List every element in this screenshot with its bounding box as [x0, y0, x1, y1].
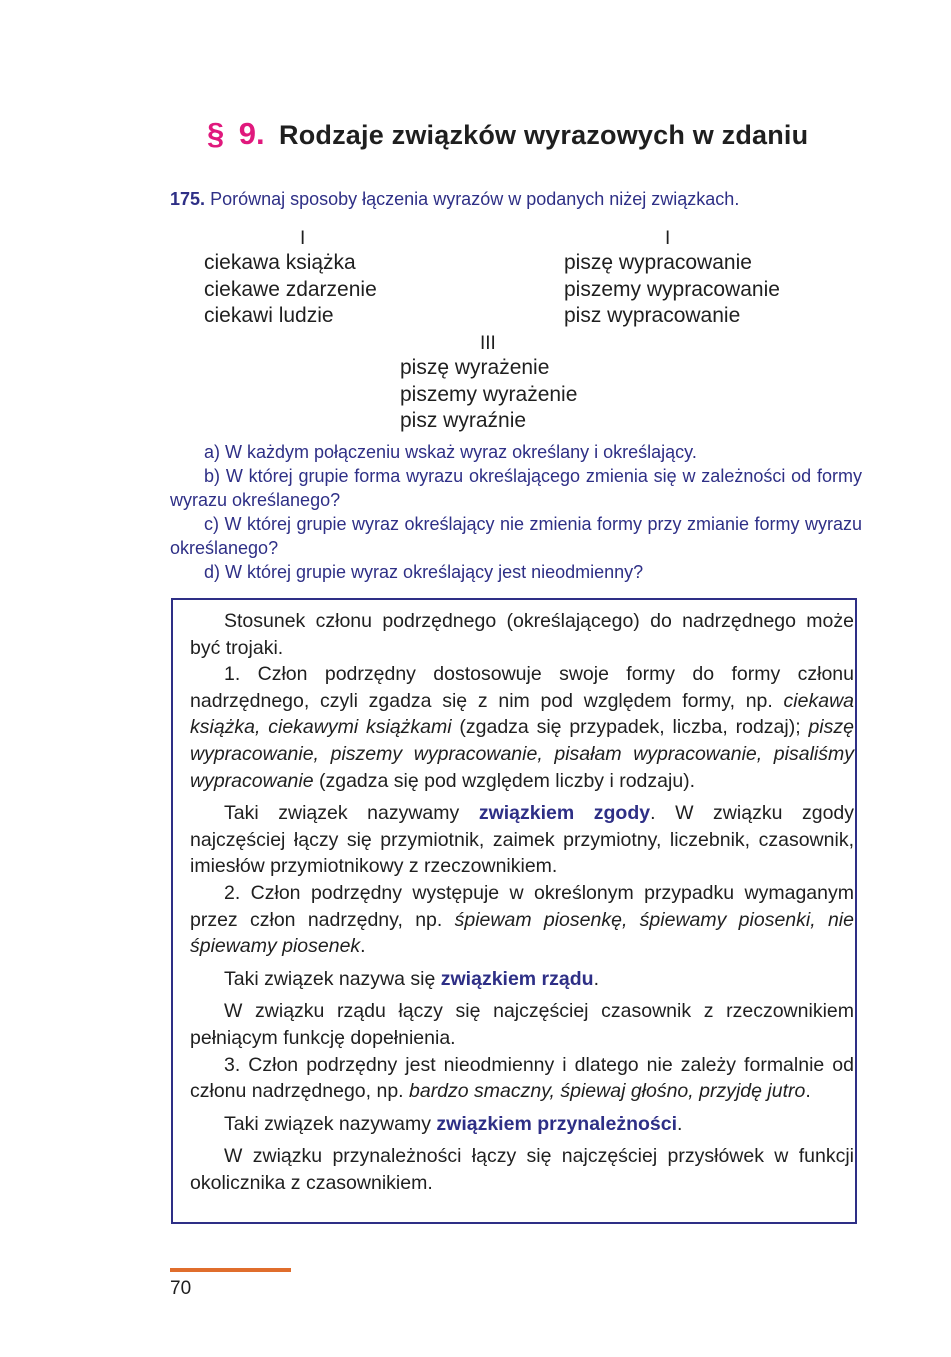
rule-point-3-text: 3. Człon podrzędny jest nieodmienny i dlatego nie zależy formalnie od członu nadrzędnego, np. — [190, 1053, 854, 1103]
exercise-instruction-line — [170, 189, 739, 210]
rule-adjunction-after: . — [677, 1112, 683, 1135]
rule-point-2-end: . — [360, 935, 366, 958]
group-2-label: I — [665, 228, 671, 249]
rule-intro — [190, 608, 854, 661]
list-item: ciekawe zdarzenie — [204, 277, 377, 301]
rule-point-1-note-b: (zgadza się pod względem liczby i rodzaju). — [318, 769, 696, 792]
exercise-instruction: Porównaj sposoby łączenia wyrazów w podanych niżej związkach. — [210, 189, 740, 209]
question-a: a) W każdym połączeniu wskaż wyraz określany i określający. — [204, 442, 697, 462]
rule-point-2 — [190, 880, 854, 960]
list-item: piszemy wyrażenie — [400, 382, 578, 406]
rule-agreement-before: Taki związek nazywamy — [224, 802, 460, 825]
exercise-number: 175. — [170, 189, 206, 209]
rule-government — [190, 966, 854, 993]
rule-intro-text: Stosunek członu podrzędnego (określającego) do nadrzędnego może być trojaki. — [190, 610, 854, 659]
group-2-list — [564, 250, 780, 330]
list-item: piszę wypracowanie — [564, 251, 752, 274]
section-title: Rodzaje związków wyrazowych w zdaniu — [279, 120, 809, 150]
rule-point-1-examples-b: piszę wypracowanie, piszemy wypracowanie, pisałam wypracowanie, pisaliśmy wypracowanie — [190, 716, 854, 792]
list-item: piszemy wypracowanie — [564, 277, 780, 301]
list-item: pisz wyraźnie — [400, 409, 527, 432]
question-b: b) W której grupie forma wyrazu określającego zmienia się w zależności od formy wyrazu określanego? — [170, 466, 862, 510]
list-item: ciekawa książka — [204, 251, 356, 274]
rule-government-after: . — [593, 967, 599, 990]
term-government: związkiem rządu — [440, 967, 594, 990]
rule-adjunction-desc-text: W związku przynależności łączy się najczęściej przysłówek w funkcji okolicznika z czasownikiem. — [190, 1145, 854, 1194]
rule-government-desc — [190, 998, 854, 1051]
rule-agreement — [190, 800, 854, 880]
group-1-label: I — [300, 228, 306, 249]
footer-divider — [170, 1268, 291, 1272]
question-d: d) W której grupie wyraz określający jest nieodmienny? — [204, 562, 644, 582]
rule-point-3-examples: bardzo smaczny, śpiewaj głośno, przyjdę jutro — [409, 1080, 806, 1103]
rule-point-1 — [190, 661, 854, 794]
rule-box-text — [190, 608, 854, 1196]
section-number: 9. — [238, 116, 265, 151]
rule-point-3-end: . — [805, 1080, 811, 1103]
rule-point-1-text: 1. Człon podrzędny dostosowuje swoje formy do formy członu nadrzędnego, czyli zgadza się z nim pod względem formy, np. — [190, 663, 854, 712]
rule-point-3 — [190, 1052, 854, 1105]
list-item: pisz wypracowanie — [564, 304, 741, 327]
term-agreement: związkiem zgody — [478, 802, 651, 825]
exercise-questions — [170, 440, 862, 584]
group-3-list — [400, 355, 577, 435]
question-c: c) W której grupie wyraz określający nie zmienia formy przy zmianie formy wyrazu określanego? — [170, 514, 862, 558]
rule-adjunction-before: Taki związek nazywamy — [224, 1112, 431, 1135]
rule-point-2-text: 2. Człon podrzędny występuje w określonym przypadku wymaganym przez człon nadrzędny, np. — [190, 881, 854, 931]
section-symbol: § — [207, 116, 225, 151]
rule-point-1-note-a: (zgadza się przypadek, liczba, rodzaj); — [459, 716, 801, 739]
rule-adjunction-desc — [190, 1143, 854, 1196]
group-3-label: III — [480, 333, 496, 354]
rule-government-before: Taki związek nazywa się — [224, 967, 436, 990]
rule-government-desc-text: W związku rządu łączy się najczęściej czasownik z rzeczownikiem pełniącym funkcję dopełnienia. — [190, 1000, 854, 1049]
list-item: piszę wyrażenie — [400, 356, 550, 379]
rule-agreement-after: . W związku zgody najczęściej łączy się przymiotnik, zaimek przymiotny, liczebnik, czasownik, imiesłów przymiotnikowy z rzeczownikiem. — [190, 802, 855, 878]
list-item: ciekawi ludzie — [204, 304, 334, 327]
rule-adjunction — [190, 1111, 854, 1138]
rule-point-1-examples-a: ciekawa książka, ciekawymi książkami — [190, 689, 854, 739]
page-number: 70 — [170, 1278, 192, 1299]
group-1-list — [204, 250, 377, 330]
term-adjunction: związkiem przynależności — [436, 1112, 677, 1135]
rule-point-2-examples: śpiewam piosenkę, śpiewamy piosenki, nie śpiewamy piosenek — [190, 908, 854, 958]
section-heading — [207, 116, 808, 152]
